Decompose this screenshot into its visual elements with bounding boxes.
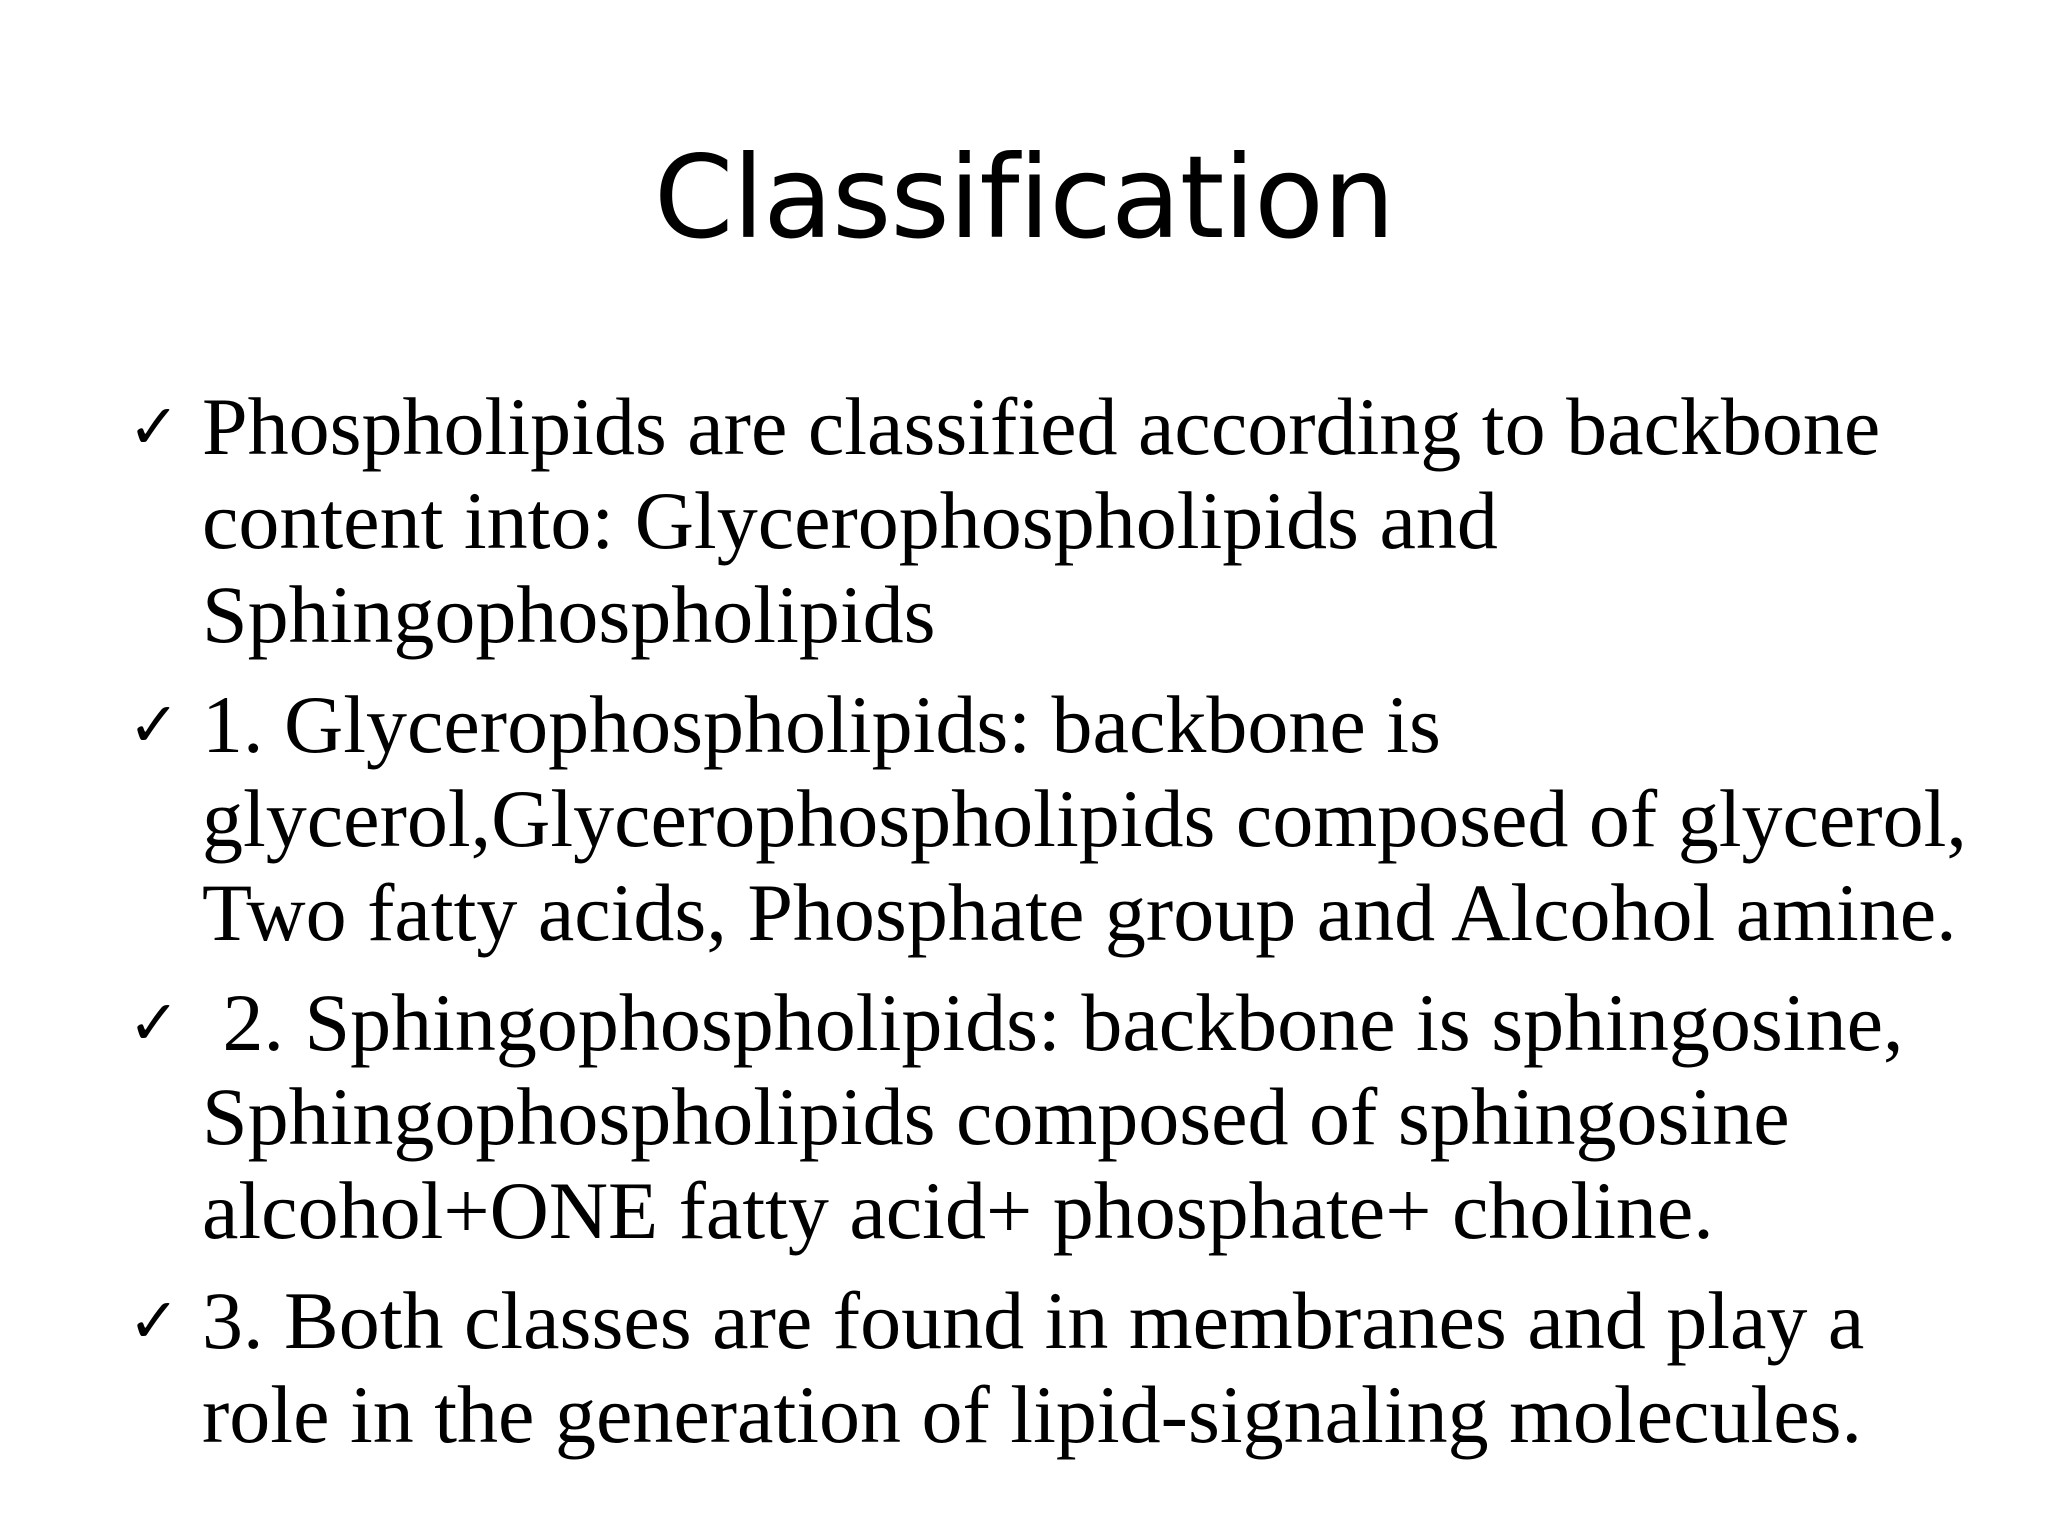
bullet-line: Two fatty acids, Phosphate group and Alcohol amine.: [202, 867, 1957, 958]
checkmark-icon: ✓: [128, 986, 180, 1059]
bullet-line: Sphingophospholipids: [202, 569, 936, 660]
checkmark-icon: ✓: [128, 1284, 180, 1357]
bullet-item: [128, 678, 2028, 960]
checkmark-icon: ✓: [128, 688, 180, 761]
bullet-line: 2. Sphingophospholipids: backbone is sphingosine,: [202, 977, 1904, 1068]
bullet-list: [128, 380, 2028, 1478]
bullet-line: content into: Glycerophospholipids and: [202, 475, 1498, 566]
bullet-line: Phospholipids are classified according to backbone: [202, 381, 1881, 472]
bullet-item: [128, 1274, 2028, 1462]
bullet-line: alcohol+ONE fatty acid+ phosphate+ choline.: [202, 1165, 1714, 1256]
bullet-item: [128, 380, 2028, 662]
bullet-line: glycerol,Glycerophospholipids composed of glycerol,: [202, 773, 1967, 864]
checkmark-icon: ✓: [128, 390, 180, 463]
bullet-item: [128, 976, 2028, 1258]
bullet-line: 1. Glycerophospholipids: backbone is: [202, 679, 1441, 770]
bullet-line: role in the generation of lipid-signaling molecules.: [202, 1369, 1863, 1460]
bullet-line: 3. Both classes are found in membranes and play a: [202, 1275, 1865, 1366]
slide-title: Classification: [653, 131, 1395, 264]
bullet-line: Sphingophospholipids composed of sphingosine: [202, 1071, 1790, 1162]
